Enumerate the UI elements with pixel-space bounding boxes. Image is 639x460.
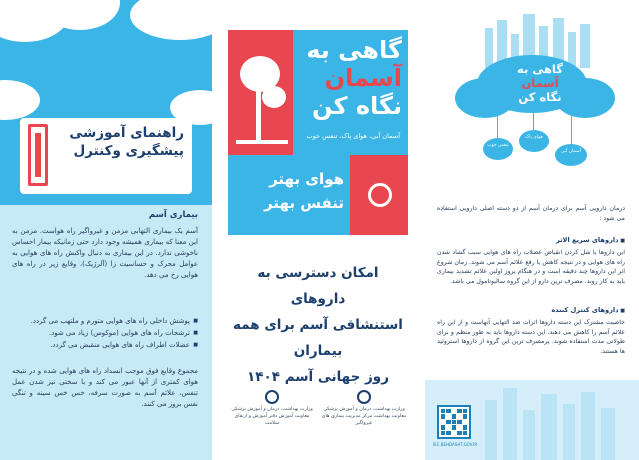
skyline-decoration — [485, 400, 497, 460]
skyline-decoration — [503, 388, 517, 460]
asthma-logo-icon — [28, 124, 48, 186]
access-text — [228, 260, 408, 390]
slogan-line: تنفس بهتر — [264, 194, 344, 212]
main-title-line: گاهی به — [306, 36, 402, 64]
org-logo — [320, 390, 408, 427]
treatment-intro: درمان دارویی آسم برای درمان آسم از دو دسته اصلی دارویی استفاده می شود : — [437, 205, 625, 222]
sun-icon — [368, 183, 392, 207]
main-title-line: نگاه کن — [311, 92, 402, 120]
middle-panel — [212, 0, 425, 460]
slogan-line: هوای بهتر — [269, 170, 344, 188]
skyline-decoration — [601, 408, 615, 460]
access-line: بیماران — [293, 343, 343, 359]
right-panel — [425, 0, 639, 460]
drop-string — [571, 110, 572, 146]
asthma-consequence: مجموع وقایع فوق موجب انسداد راه های هوایی شده و در نتیجه هوای کمتری از آنها عبور می کند و با سختی نیز شدن عمل تنفس، علائم آسم به صورت سرفه، خس خس سینه و تنگی نفس بروز می کنند. — [12, 367, 198, 408]
raindrop-badge — [519, 130, 549, 152]
access-message — [228, 248, 408, 385]
cloud-title-line: گاهی به — [517, 62, 563, 76]
org-name: وزارت بهداشت، درمان و آموزش پزشکی معاونت بهداشت مرکز مدیریت بیماری های غیرواگیر — [321, 407, 407, 426]
list-item: ■ ترشحات راه های هوایی (موکوس) زیاد می شود. — [12, 328, 198, 338]
section-heading: بیماری آسم — [148, 210, 198, 220]
guide-title: راهنمای آموزشی پیشگیری وکنترل — [69, 125, 184, 159]
website-caption: IEC.BEHDASHT.GOV.IR — [433, 442, 478, 447]
controller-heading: ■ داروهای کنترل کننده — [551, 306, 625, 314]
org-logo — [228, 390, 316, 427]
raindrop-badge — [555, 144, 587, 166]
symptom-list — [12, 316, 198, 352]
tree-trunk — [236, 140, 288, 144]
slogan-card — [228, 155, 408, 235]
access-line: روز جهانی آسم ۱۴۰۴ — [247, 369, 389, 385]
left-panel — [0, 0, 212, 460]
raindrop-label: هوای پاک — [525, 135, 543, 140]
fast-acting-text: این داروها با شل کردن انقباض عضلات راه های هوایی سبب گشاد شدن راه های هوایی و در نتیجه کاهش یا رفع علائم آسم می شوند. زمان شروع اثر این داروها چند دقیقه است و در هنگام بروز اولین علائم تشدید بیماری باید به کار روند. مصرف ترین دارو از این گروه سالبوتامول می باشد. — [437, 249, 625, 285]
main-title — [292, 36, 402, 120]
drop-string — [497, 110, 498, 140]
cloud-title-line: نگاه کن — [518, 90, 562, 104]
fast-acting-heading: ■ داروهای سریع الاثر — [556, 236, 625, 244]
drop-string — [533, 112, 534, 132]
skyline-decoration — [581, 392, 595, 460]
skyline-decoration — [541, 394, 557, 460]
raindrop-label: تنفس خوب — [487, 143, 509, 148]
tree-trunk — [256, 88, 261, 140]
organization-logos — [228, 390, 408, 440]
skyline-decoration — [523, 410, 535, 460]
skyline-decoration — [563, 404, 575, 460]
list-item: ■ پوشش داخلی راه های هوایی متورم و ملتهب می گردد. — [12, 316, 198, 326]
subtitle: آسمان آبی، هوای پاک، تنفس خوب — [306, 132, 400, 140]
asthma-description: آسم یک بیماری التهابی مزمن و غیرواگیر راه هواست. مزمن به این معنا که بیماری همیشه وجود دارد حتی زمانیکه بیمار احساس ناخوشی ندارد. در این بیماری به دنبال واکنش راه های هوایی به عوامل محرک و حساسیت زا (آلرژیک)، وقایع زیر در راه های هوایی رخ می دهد. — [12, 227, 198, 279]
controller-text: خاصیت مشترک این دسته داروها اثرات ضد التهابی آنهاست و از این راه علائم آسم را کاهش می دهند. این دسته داروها باید به طور منظم و برای طولانی مدت استفاده شوند. پرمصرف ترین این گروه از داروها استروئید ها هستند. — [437, 319, 625, 355]
list-item: ■ عضلات اطراف راه های هوایی منقبض می گردد. — [12, 340, 198, 350]
emblem-icon — [357, 390, 371, 404]
raindrop-label: آسمان آبی — [561, 149, 581, 154]
slogan — [234, 167, 344, 215]
skyline-decoration — [485, 28, 493, 68]
tree-icon — [262, 86, 286, 108]
cloud-title — [495, 62, 585, 104]
emblem-icon — [265, 390, 279, 404]
cloud-title-line: آسمان — [521, 76, 559, 90]
qr-code[interactable] — [437, 405, 471, 439]
access-line: استنشاقی آسم برای همه — [233, 317, 403, 333]
org-name: وزارت بهداشت، درمان و آموزش پزشکی معاونت آموزش دفتر آموزش و ارتقای سلامت — [231, 407, 313, 426]
main-title-line: آسمان — [324, 64, 402, 92]
access-line: امکان دسترسی به داروهای — [257, 265, 379, 307]
raindrop-badge — [483, 138, 513, 160]
